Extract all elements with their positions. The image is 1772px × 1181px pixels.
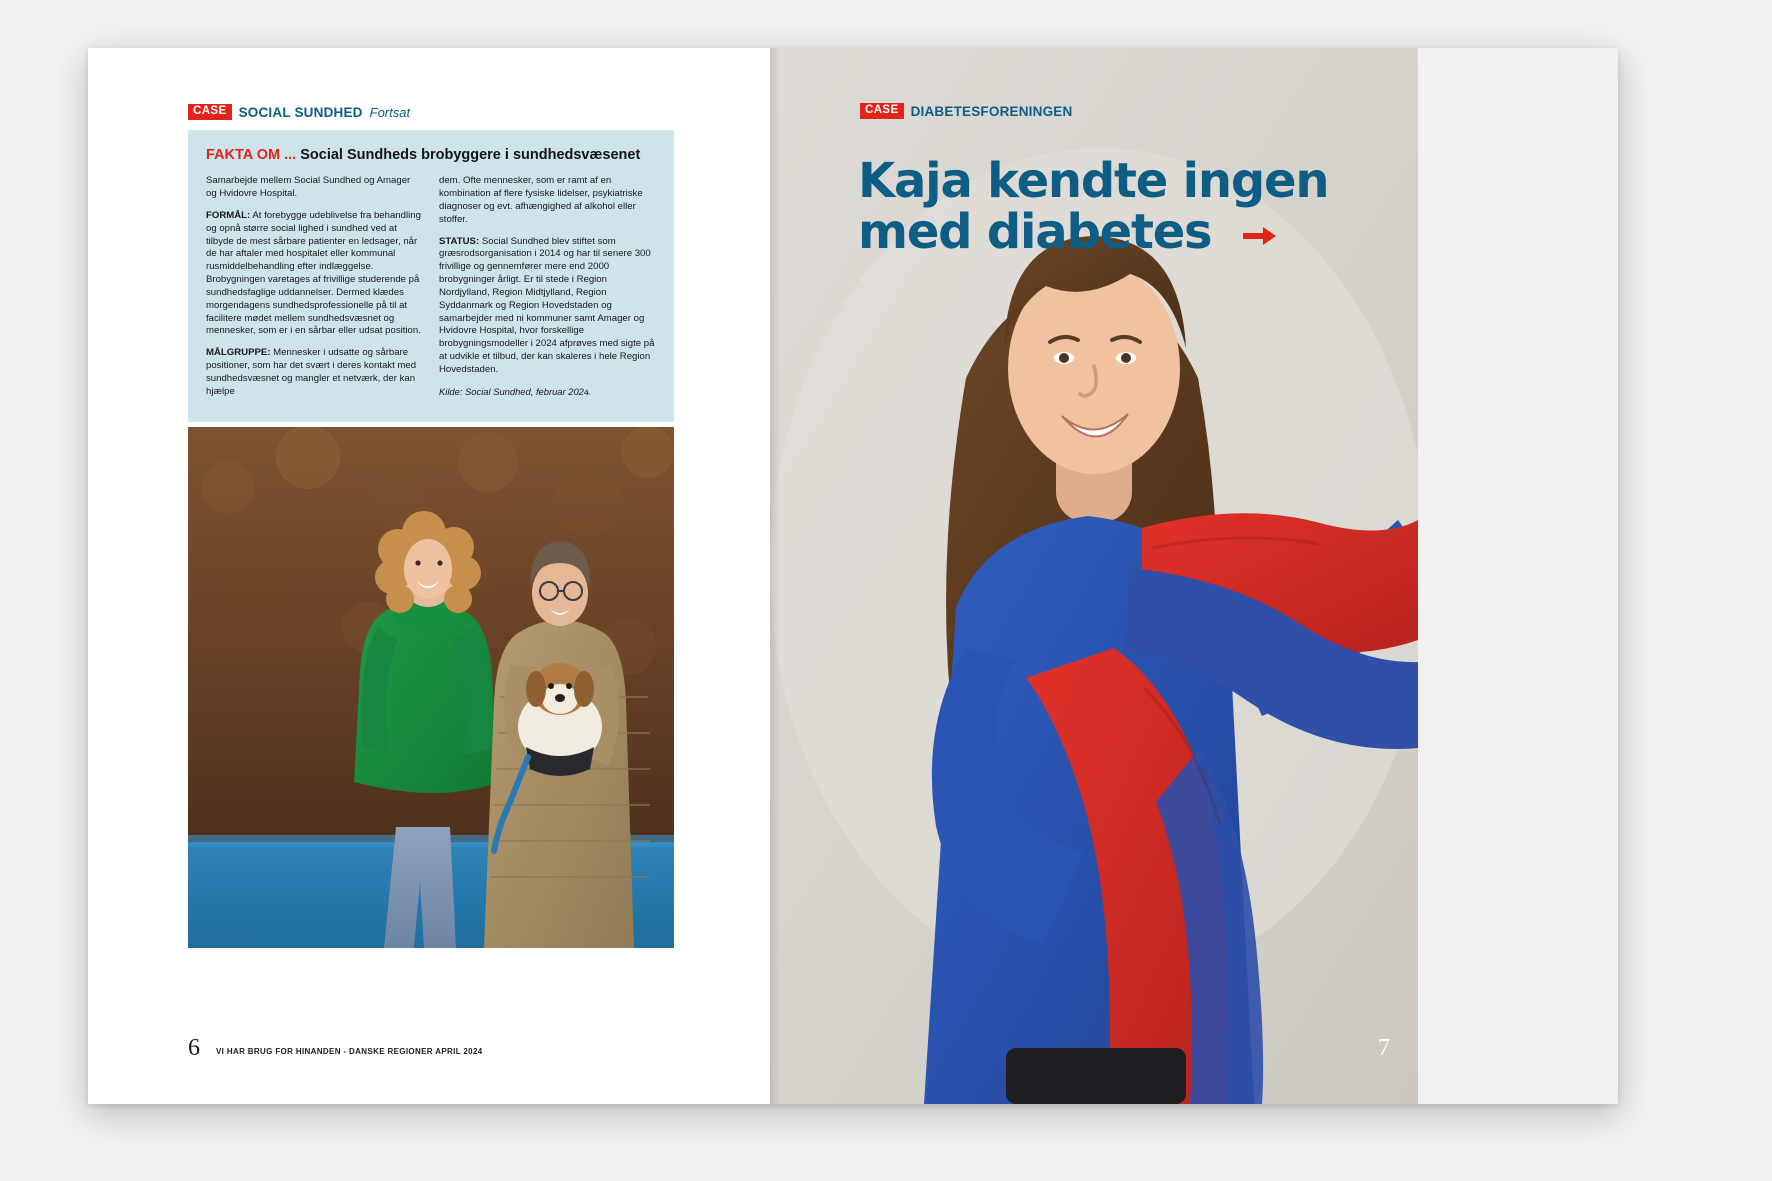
page-number-left: 6 bbox=[188, 1035, 200, 1061]
fact-label: FORMÅL: bbox=[206, 209, 251, 221]
fact-box-heading bbox=[206, 146, 656, 164]
arrow-right-icon bbox=[1243, 206, 1277, 257]
case-label-right bbox=[860, 103, 1072, 119]
fact-box-heading-prefix: FAKTA OM ... bbox=[206, 147, 297, 163]
page-title bbox=[858, 153, 1358, 260]
fact-label: STATUS: bbox=[439, 235, 480, 247]
fact-paragraph bbox=[439, 175, 656, 226]
fact-text: At forebygge udeblivelse fra behandling og opnå større social lighed i sundhed ved at tilbyde de mest sårbare patienter en ledsager, når de har aftaler med hospitalet eller kommunal rusmiddelbehandling efter indlæggelse. Brobygningen varetages af frivillige studerende på sundhedsfaglige uddannelser. Dermed klædes morgendagens sundhedsprofessionelle på til at facilitere mødet mellem sundhedsvæsnet og mennesker, som er i en sårbar eller udsat position. bbox=[206, 209, 421, 337]
headline-line-2: med diabetes bbox=[858, 203, 1212, 260]
fact-label: MÅLGRUPPE: bbox=[206, 347, 271, 359]
headline-line-2-wrap bbox=[858, 203, 1358, 260]
case-tag: CASE bbox=[860, 103, 904, 119]
fact-text: Social Sundhed blev stiftet som græsrodsorganisation i 2014 og har til senere 300 frivillige og gennemfører mere end 2000 brobygninger årligt. Er til stede i Region Nordjylland, Region Midtjylland, Region Syddanmark og Region Hovedstaden og samarbejder med ni kommuner samt Amager og Hvidovre Hospital, hvor forskellige brobygningsmodeller i 2024 afprøves med sigte på at udvikle et tilbud, der kan skaleres i hele Region Hovedstaden. bbox=[439, 235, 655, 375]
fact-source: Kilde: Social Sundhed, februar 2024. bbox=[439, 385, 592, 397]
fact-paragraph bbox=[439, 236, 656, 377]
fact-paragraph bbox=[206, 347, 423, 398]
fact-paragraph bbox=[206, 210, 423, 338]
case-continued-label: Fortsat bbox=[369, 104, 411, 120]
fact-box bbox=[188, 130, 674, 422]
fact-box-column-left bbox=[206, 175, 423, 408]
page-number-right: 7 bbox=[1378, 1035, 1390, 1061]
case-title: DIABETESFORENINGEN bbox=[910, 103, 1073, 119]
fact-box-heading-rest: Social Sundheds brobyggere i sundhedsvæsenet bbox=[300, 147, 641, 163]
fact-text: Mennesker i udsatte og sårbare positioner, som har det svært i deres kontakt med sundhedsvæsnet og mangler et netværk, der kan hjælpe bbox=[206, 347, 417, 397]
case-title: SOCIAL SUNDHED bbox=[238, 104, 363, 120]
fact-text: dem. Ofte mennesker, som er ramt af en kombination af flere fysiske lidelser, psykiatriske diagnoser og evt. afhængighed af alkohol eller stoffer. bbox=[439, 175, 643, 225]
page-left bbox=[88, 48, 770, 1104]
headline-line-1: Kaja kendte ingen bbox=[858, 153, 1329, 209]
fact-box-column-right bbox=[439, 175, 656, 408]
fact-text: Samarbejde mellem Social Sundhed og Amager og Hvidovre Hospital. bbox=[206, 175, 411, 199]
case-tag: CASE bbox=[188, 104, 232, 120]
footer-publication-line: VI HAR BRUG FOR HINANDEN - DANSKE REGIONER APRIL 2024 bbox=[216, 1047, 483, 1056]
page-right bbox=[770, 48, 1418, 1104]
fact-box-columns bbox=[206, 175, 656, 408]
fact-box-pointer bbox=[585, 386, 619, 414]
magazine-spread bbox=[88, 48, 1618, 1104]
fact-paragraph bbox=[206, 175, 423, 201]
case-label-left bbox=[188, 104, 410, 120]
photo-social-sundhed bbox=[188, 427, 674, 948]
